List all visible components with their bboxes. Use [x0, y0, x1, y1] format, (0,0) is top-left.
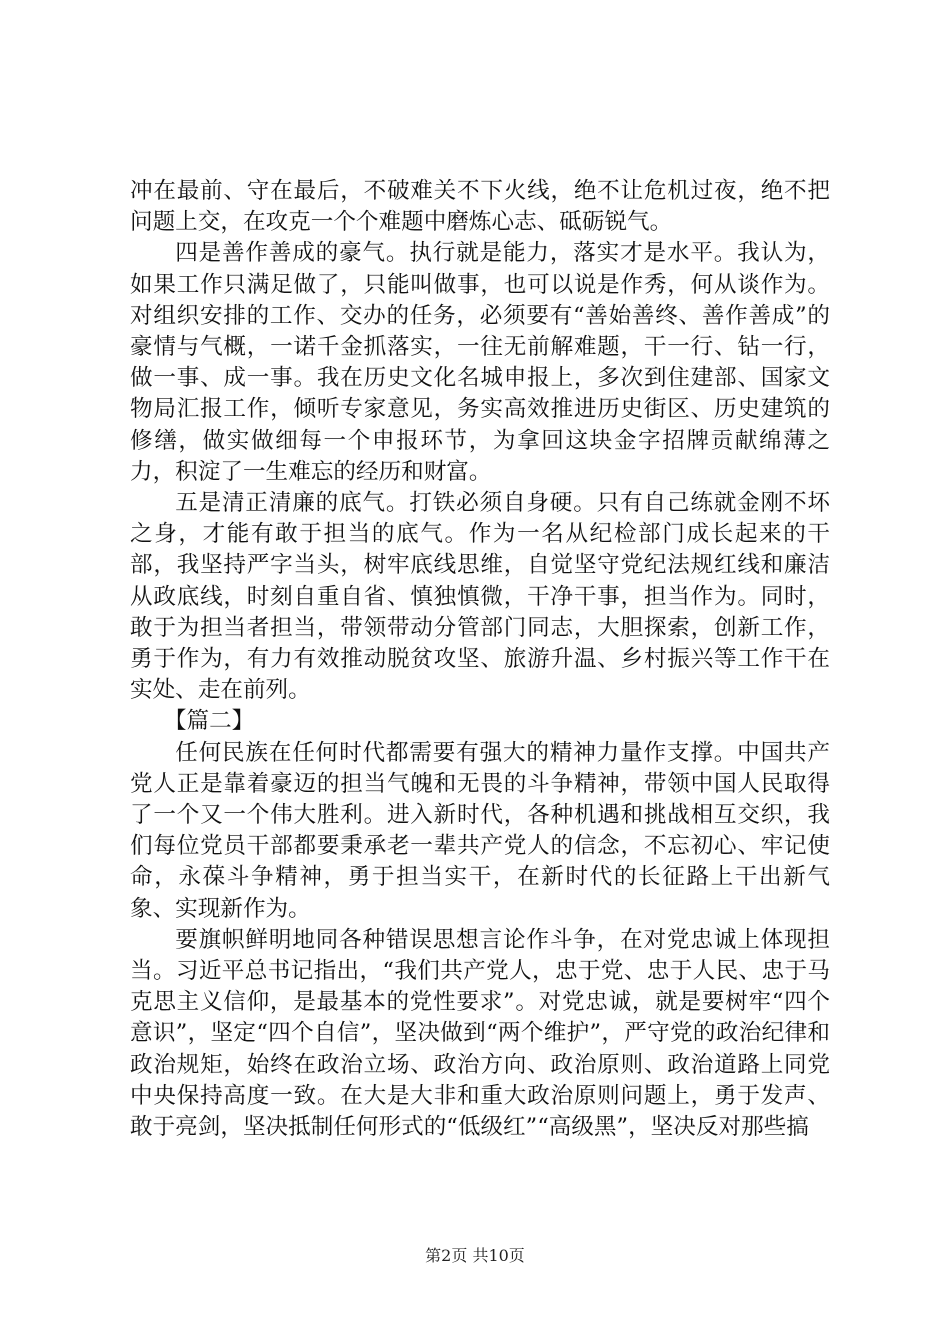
section-heading: 【篇二】	[163, 708, 255, 735]
paragraph-point-five: 五是清正清廉的底气。打铁必须自身硬。只有自己练就金刚不坏之身，才能有敢于担当的底气。作为一名从纪检部门成长起来的干部，我坚持严字当头，树牢底线思维，自觉坚守党纪法规红线和廉洁从政底线，时刻自重自省、慎独慎微，干净干事，担当作为。同时，敢于为担当者担当，带领带动分管部门同志，大胆探索，创新工作，勇于作为，有力有效推动脱贫攻坚、旅游升温、乡村振兴等工作干在实处、走在前列。	[130, 490, 830, 704]
document-body	[130, 176, 830, 1143]
paragraph-continuation: 冲在最前、守在最后，不破难关不下火线，绝不让危机过夜，绝不把问题上交，在攻克一个个难题中磨炼心志、砥砺锐气。	[130, 178, 830, 236]
page-footer: 第2页 共10页	[425, 1246, 525, 1265]
paragraph-intro: 任何民族在任何时代都需要有强大的精神力量作支撑。中国共产党人正是靠着豪迈的担当气魄和无畏的斗争精神，带领中国人民取得了一个又一个伟大胜利。进入新时代，各种机遇和挑战相互交织，我们每位党员干部都要秉承老一辈共产党人的信念，不忘初心、牢记使命，永葆斗争精神，勇于担当实干，在新时代的长征路上干出新气象、实现新作为。	[130, 739, 830, 922]
paragraph-loyalty: 要旗帜鲜明地同各种错误思想言论作斗争，在对党忠诚上体现担当。习近平总书记指出，“我们共产党人，忠于党、忠于人民、忠于马克思主义信仰，是最基本的党性要求”。对党忠诚，就是要树牢“四个意识”，坚定“四个自信”，坚决做到“两个维护”，严守党的政治纪律和政治规矩，始终在政治立场、政治方向、政治原则、政治道路上同党中央保持高度一致。在大是大非和重大政治原则问题上，勇于发声、敢于亮剑，坚决抵制任何形式的“低级红”“高级黑”，坚决反对那些搞	[130, 926, 830, 1141]
paragraph-point-four: 四是善作善成的豪气。执行就是能力，落实才是水平。我认为，如果工作只满足做了，只能叫做事，也可以说是作秀，何从谈作为。对组织安排的工作、交办的任务，必须要有“善始善终、善作善成”的豪情与气概，一诺千金抓落实，一往无前解难题，干一行、钻一行，做一事、成一事。我在历史文化名城申报上，多次到住建部、国家文物局汇报工作，倾听专家意见，务实高效推进历史街区、历史建筑的修缮，做实做细每一个申报环节，为拿回这块金字招牌贡献绵薄之力，积淀了一生难忘的经历和财富。	[130, 240, 830, 485]
